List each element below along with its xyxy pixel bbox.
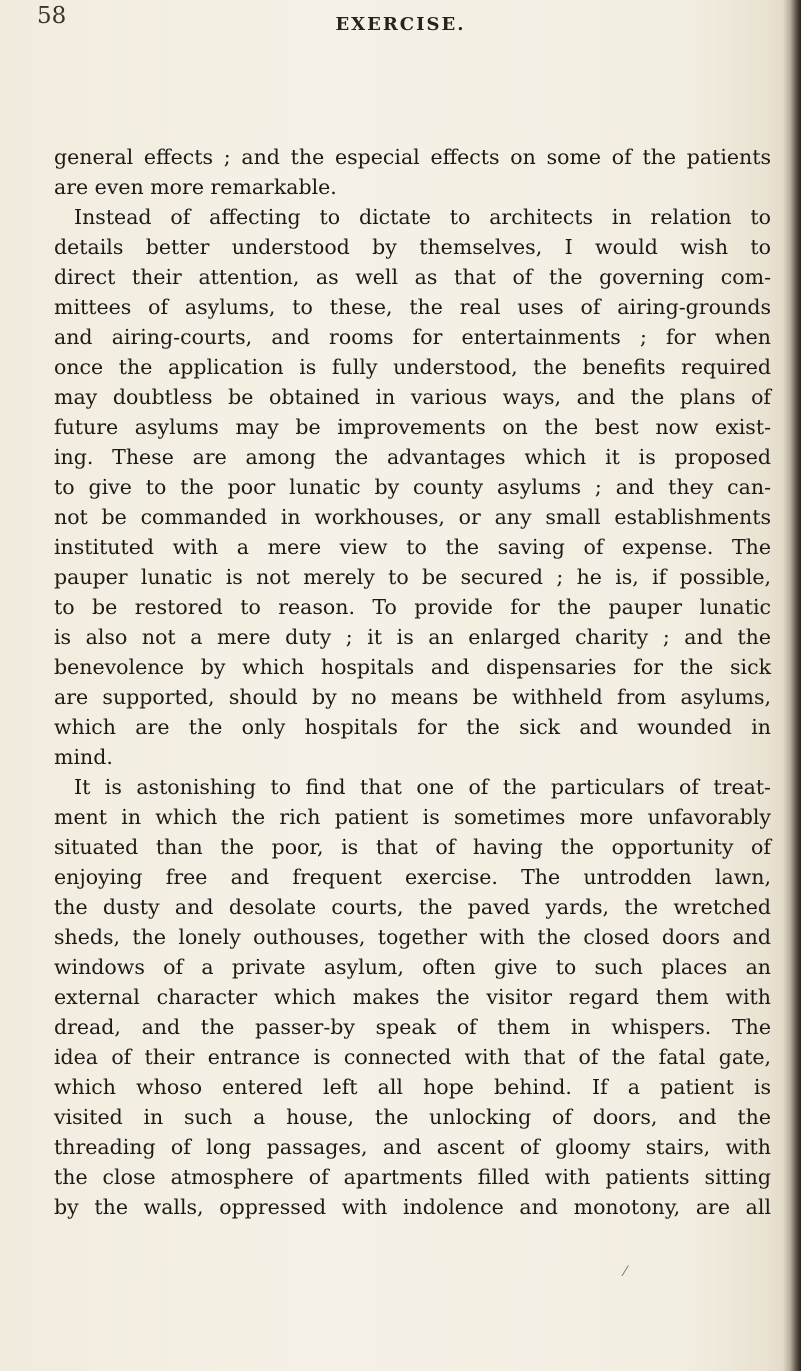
text-line: windows of a private asylum, often give to such places an xyxy=(54,955,771,979)
text-line: is also not a mere duty ; it is an enlarged charity ; and the xyxy=(54,625,771,649)
text-line: ment in which the rich patient is sometimes more unfavorably xyxy=(54,805,771,829)
text-line: by the walls, oppressed with indolence and monotony, are all xyxy=(54,1195,771,1219)
text-line: not be commanded in workhouses, or any small establishments xyxy=(54,505,771,529)
text-line: to be restored to reason. To provide for the pauper lunatic xyxy=(54,595,771,619)
running-head: EXERCISE. xyxy=(335,14,466,35)
text-line: Instead of affecting to dictate to architects in relation to xyxy=(74,205,771,229)
text-line: It is astonishing to find that one of the particulars of treat- xyxy=(74,775,771,799)
ink-speck: ⁄ xyxy=(624,1264,627,1280)
text-line: to give to the poor lunatic by county asylums ; and they can- xyxy=(54,475,771,499)
text-line: may doubtless be obtained in various ways, and the plans of xyxy=(54,385,771,409)
text-line: ing. These are among the advantages which it is proposed xyxy=(54,445,771,469)
page-number: 58 xyxy=(37,3,67,29)
text-line: once the application is fully understood, the benefits required xyxy=(54,355,771,379)
text-line: future asylums may be improvements on the best now exist- xyxy=(54,415,771,439)
text-line: are supported, should by no means be withheld from asylums, xyxy=(54,685,771,709)
text-line: which whoso entered left all hope behind. If a patient is xyxy=(54,1075,771,1099)
text-line: the close atmosphere of apartments filled with patients sitting xyxy=(54,1165,771,1189)
page-edge-shadow xyxy=(783,0,801,1371)
text-line: the dusty and desolate courts, the paved yards, the wretched xyxy=(54,895,771,919)
text-line: details better understood by themselves, I would wish to xyxy=(54,235,771,259)
text-line: benevolence by which hospitals and dispensaries for the sick xyxy=(54,655,771,679)
text-line: idea of their entrance is connected with that of the fatal gate, xyxy=(54,1045,771,1069)
text-line: direct their attention, as well as that of the governing com- xyxy=(54,265,771,289)
text-line: which are the only hospitals for the sick and wounded in xyxy=(54,715,771,739)
text-line: mittees of asylums, to these, the real uses of airing-grounds xyxy=(54,295,771,319)
text-line: general effects ; and the especial effects on some of the patients xyxy=(54,145,771,169)
text-line: pauper lunatic is not merely to be secured ; he is, if possible, xyxy=(54,565,771,589)
text-line: mind. xyxy=(54,745,113,769)
text-line: dread, and the passer-by speak of them in whispers. The xyxy=(54,1015,771,1039)
text-line: situated than the poor, is that of having the opportunity of xyxy=(54,835,771,859)
text-line: visited in such a house, the unlocking of doors, and the xyxy=(54,1105,771,1129)
text-line: instituted with a mere view to the saving of expense. The xyxy=(54,535,771,559)
text-line: threading of long passages, and ascent of gloomy stairs, with xyxy=(54,1135,771,1159)
text-line: are even more remarkable. xyxy=(54,175,337,199)
text-line: and airing-courts, and rooms for entertainments ; for when xyxy=(54,325,771,349)
text-line: external character which makes the visitor regard them with xyxy=(54,985,771,1009)
text-line: sheds, the lonely outhouses, together with the closed doors and xyxy=(54,925,771,949)
text-line: enjoying free and frequent exercise. The untrodden lawn, xyxy=(54,865,771,889)
